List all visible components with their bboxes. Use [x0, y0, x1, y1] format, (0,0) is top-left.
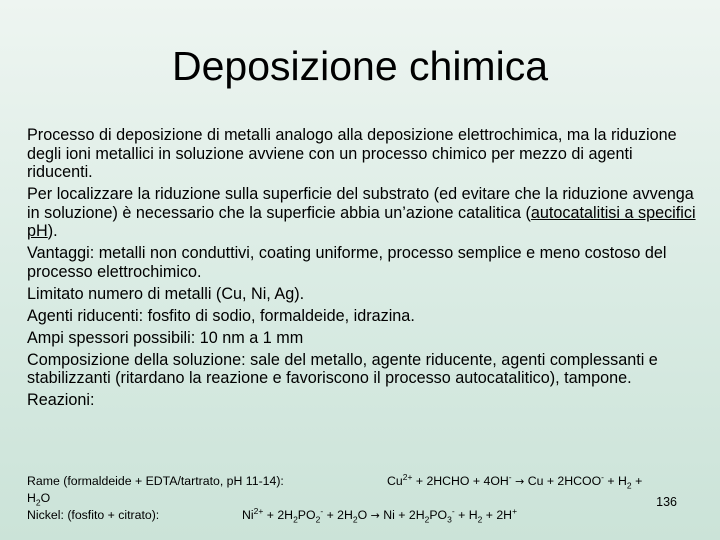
autocatalysis-link-text: autocatalitisi a specifici pH: [27, 203, 696, 241]
page-number: 136: [656, 495, 677, 509]
paragraph-limited-metals: Limitato numero di metalli (Cu, Ni, Ag).: [27, 284, 305, 303]
copper-reaction-line: [27, 473, 707, 490]
paragraph-reducing-agents: Agenti riducenti: fosfito di sodio, formaldeide, idrazina.: [27, 306, 415, 325]
paragraph-advantages: Vantaggi: metalli non conduttivi, coating uniforme, processo semplice e meno costoso del processo elettrochimico.: [27, 244, 667, 281]
reactions-block: [27, 473, 707, 524]
nickel-reaction-label: Nickel: (fosfito + citrato):: [27, 508, 160, 522]
reaction-arrow-icon: →: [370, 509, 380, 522]
paragraph-localize: [27, 185, 702, 241]
slide-body: [27, 126, 702, 413]
copper-reaction-equation: $Cu^{2+}$ + 2HCHO + 4OH- → Cu + 2HCOO- + $H_2$ +: [387, 471, 643, 491]
localize-text-end: ).: [47, 222, 58, 241]
nickel-reaction-equation: $Ni^{2+} + 2H_2PO_2^- + 2H_2O \to Ni + 2H_2PO_3^- + H_2 + 2H^+$: [242, 505, 518, 525]
slide-title: Deposizione chimica: [171, 43, 548, 89]
nickel-reaction-line: [27, 507, 707, 524]
localize-text: Per localizzare la riduzione sulla superficie del substrato (ed evitare che la riduzione avvenga in soluzione) è necessario che la superficie abbia un’azione catalitica (: [27, 185, 694, 222]
paragraph-thickness: Ampi spessori possibili: 10 nm a 1 mm: [27, 328, 304, 347]
water-product: $H_2O$: [27, 491, 51, 508]
paragraph-intro: Processo di deposizione di metalli analogo alla deposizione elettrochimica, ma la riduzione degli ioni metallici in soluzione avviene con un processo chimico per mezzo di agenti riducenti.: [27, 126, 677, 182]
copper-reaction-continuation: [27, 490, 707, 507]
copper-reaction-label: Rame (formaldeide + EDTA/tartrato, pH 11-14):: [27, 474, 284, 488]
paragraph-composition: Composizione della soluzione: sale del metallo, agente riducente, agenti complessanti e stabilizzanti (ritardano la reazione e favoriscono il processo autocatalitico), tampone.: [27, 350, 658, 388]
paragraph-reactions-heading: Reazioni:: [27, 391, 95, 410]
reaction-arrow-icon: →: [515, 475, 525, 488]
